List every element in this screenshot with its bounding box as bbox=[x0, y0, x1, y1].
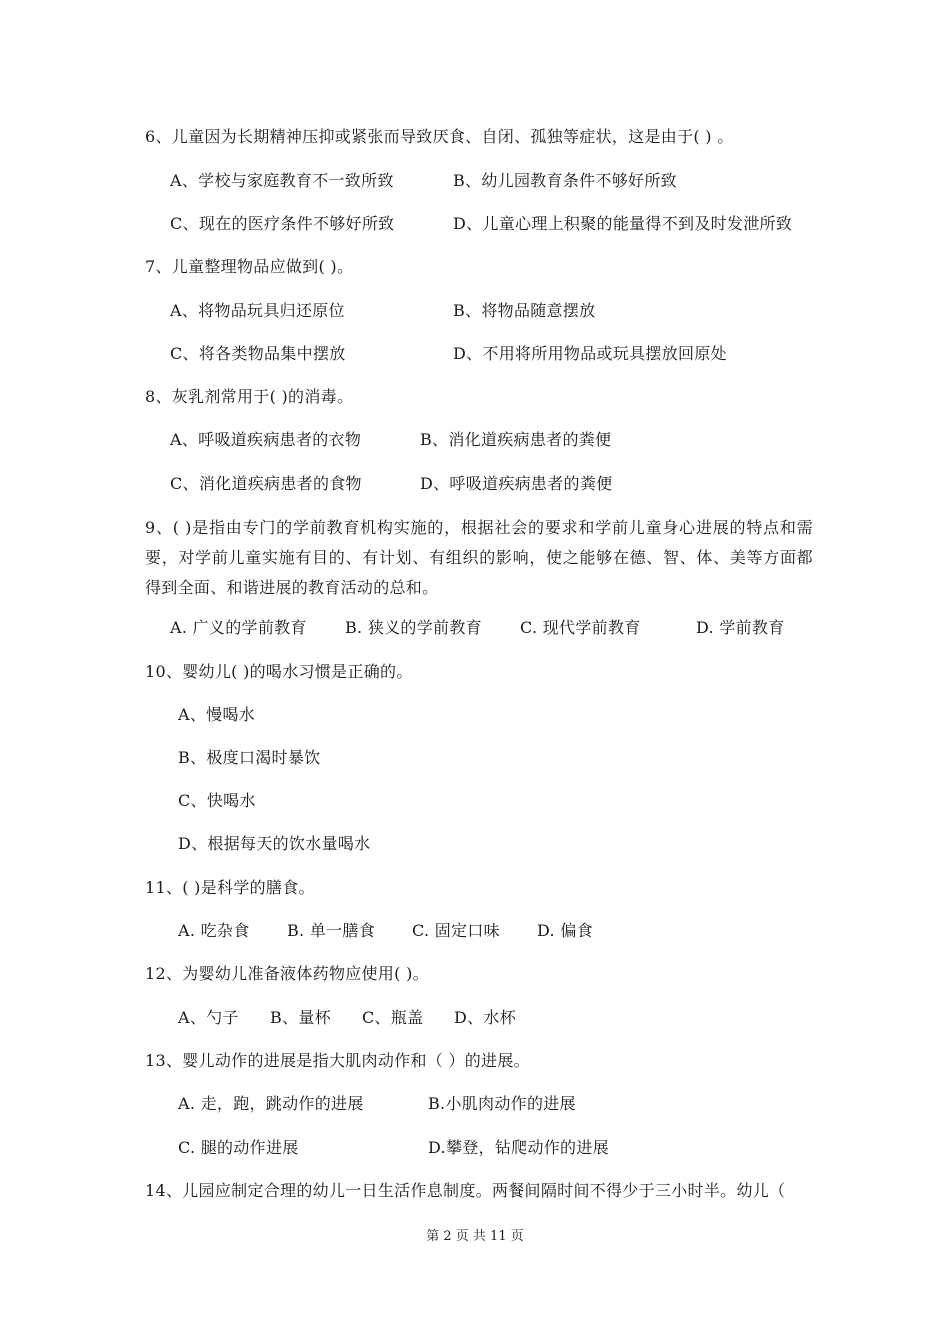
question-10-option-b: B、极度口渴时暴饮 bbox=[178, 748, 321, 767]
question-6-option-a: A、学校与家庭教育不一致所致 bbox=[170, 171, 394, 190]
question-13-option-c: C. 腿的动作进展 bbox=[178, 1138, 299, 1157]
page-number-footer: 第 2 页 共 11 页 bbox=[426, 1229, 524, 1244]
question-6-option-c: C、现在的医疗条件不够好所致 bbox=[170, 214, 395, 233]
question-10-option-c: C、快喝水 bbox=[178, 791, 256, 810]
question-7-option-d: D、不用将所用物品或玩具摆放回原处 bbox=[453, 344, 727, 363]
question-11-stem: 11、( )是科学的膳食。 bbox=[145, 878, 315, 897]
question-11-option-a: A. 吃杂食 bbox=[178, 921, 250, 940]
question-11-option-b: B. 单一膳食 bbox=[287, 921, 376, 940]
question-11-option-c: C. 固定口味 bbox=[412, 921, 500, 940]
question-6-option-b: B、幼儿园教育条件不够好所致 bbox=[453, 171, 677, 190]
question-7-option-b: B、将物品随意摆放 bbox=[453, 301, 596, 320]
question-7-option-a: A、将物品玩具归还原位 bbox=[170, 301, 345, 320]
question-8-option-b: B、消化道疾病患者的粪便 bbox=[420, 430, 612, 449]
question-13-option-d: D.攀登，钻爬动作的进展 bbox=[428, 1138, 609, 1157]
question-12-option-b: B、量杯 bbox=[270, 1008, 331, 1027]
question-12-option-a: A、勺子 bbox=[178, 1008, 239, 1027]
question-9-option-a: A. 广义的学前教育 bbox=[170, 618, 307, 637]
question-13-stem: 13、婴儿动作的进展是指大肌肉动作和（ ）的进展。 bbox=[145, 1051, 530, 1070]
question-10-stem: 10、婴幼儿( )的喝水习惯是正确的。 bbox=[145, 662, 413, 681]
question-9-option-d: D. 学前教育 bbox=[696, 618, 785, 637]
question-14-stem: 14、儿园应制定合理的幼儿一日生活作息制度。两餐间隔时间不得少于三小时半。幼儿（ bbox=[145, 1181, 786, 1200]
question-6-option-d: D、儿童心理上积聚的能量得不到及时发泄所致 bbox=[453, 214, 793, 233]
question-12-option-c: C、瓶盖 bbox=[362, 1008, 424, 1027]
question-7-option-c: C、将各类物品集中摆放 bbox=[170, 344, 346, 363]
question-9-stem: 9、( )是指由专门的学前教育机构实施的，根据社会的要求和学前儿童身心进展的特点和需要，对学前儿童实施有目的、有计划、有组织的影响，使之能够在德、智、体、美等方面都得到全面、和谐进展的教育活动的总和。 bbox=[145, 518, 813, 597]
question-12-option-d: D、水杯 bbox=[454, 1008, 517, 1027]
question-10-option-d: D、根据每天的饮水量喝水 bbox=[178, 834, 371, 853]
question-10-option-a: A、慢喝水 bbox=[178, 705, 256, 724]
question-7-stem: 7、儿童整理物品应做到( )。 bbox=[145, 257, 354, 276]
question-8-option-c: C、消化道疾病患者的食物 bbox=[170, 474, 362, 493]
question-13-option-a: A. 走，跑，跳动作的进展 bbox=[178, 1094, 364, 1113]
question-8-stem: 8、灰乳剂常用于( )的消毒。 bbox=[145, 387, 354, 406]
question-8-option-a: A、呼吸道疾病患者的衣物 bbox=[170, 430, 362, 449]
question-6-stem: 6、儿童因为长期精神压抑或紧张而导致厌食、自闭、孤独等症状，这是由于( ) 。 bbox=[145, 127, 734, 146]
question-12-stem: 12、为婴幼儿准备液体药物应使用( )。 bbox=[145, 964, 429, 983]
question-8-option-d: D、呼吸道疾病患者的粪便 bbox=[420, 474, 613, 493]
question-9-option-c: C. 现代学前教育 bbox=[520, 618, 641, 637]
question-13-option-b: B.小肌肉动作的进展 bbox=[428, 1094, 576, 1113]
question-9-option-b: B. 狭义的学前教育 bbox=[345, 618, 482, 637]
question-11-option-d: D. 偏食 bbox=[537, 921, 593, 940]
